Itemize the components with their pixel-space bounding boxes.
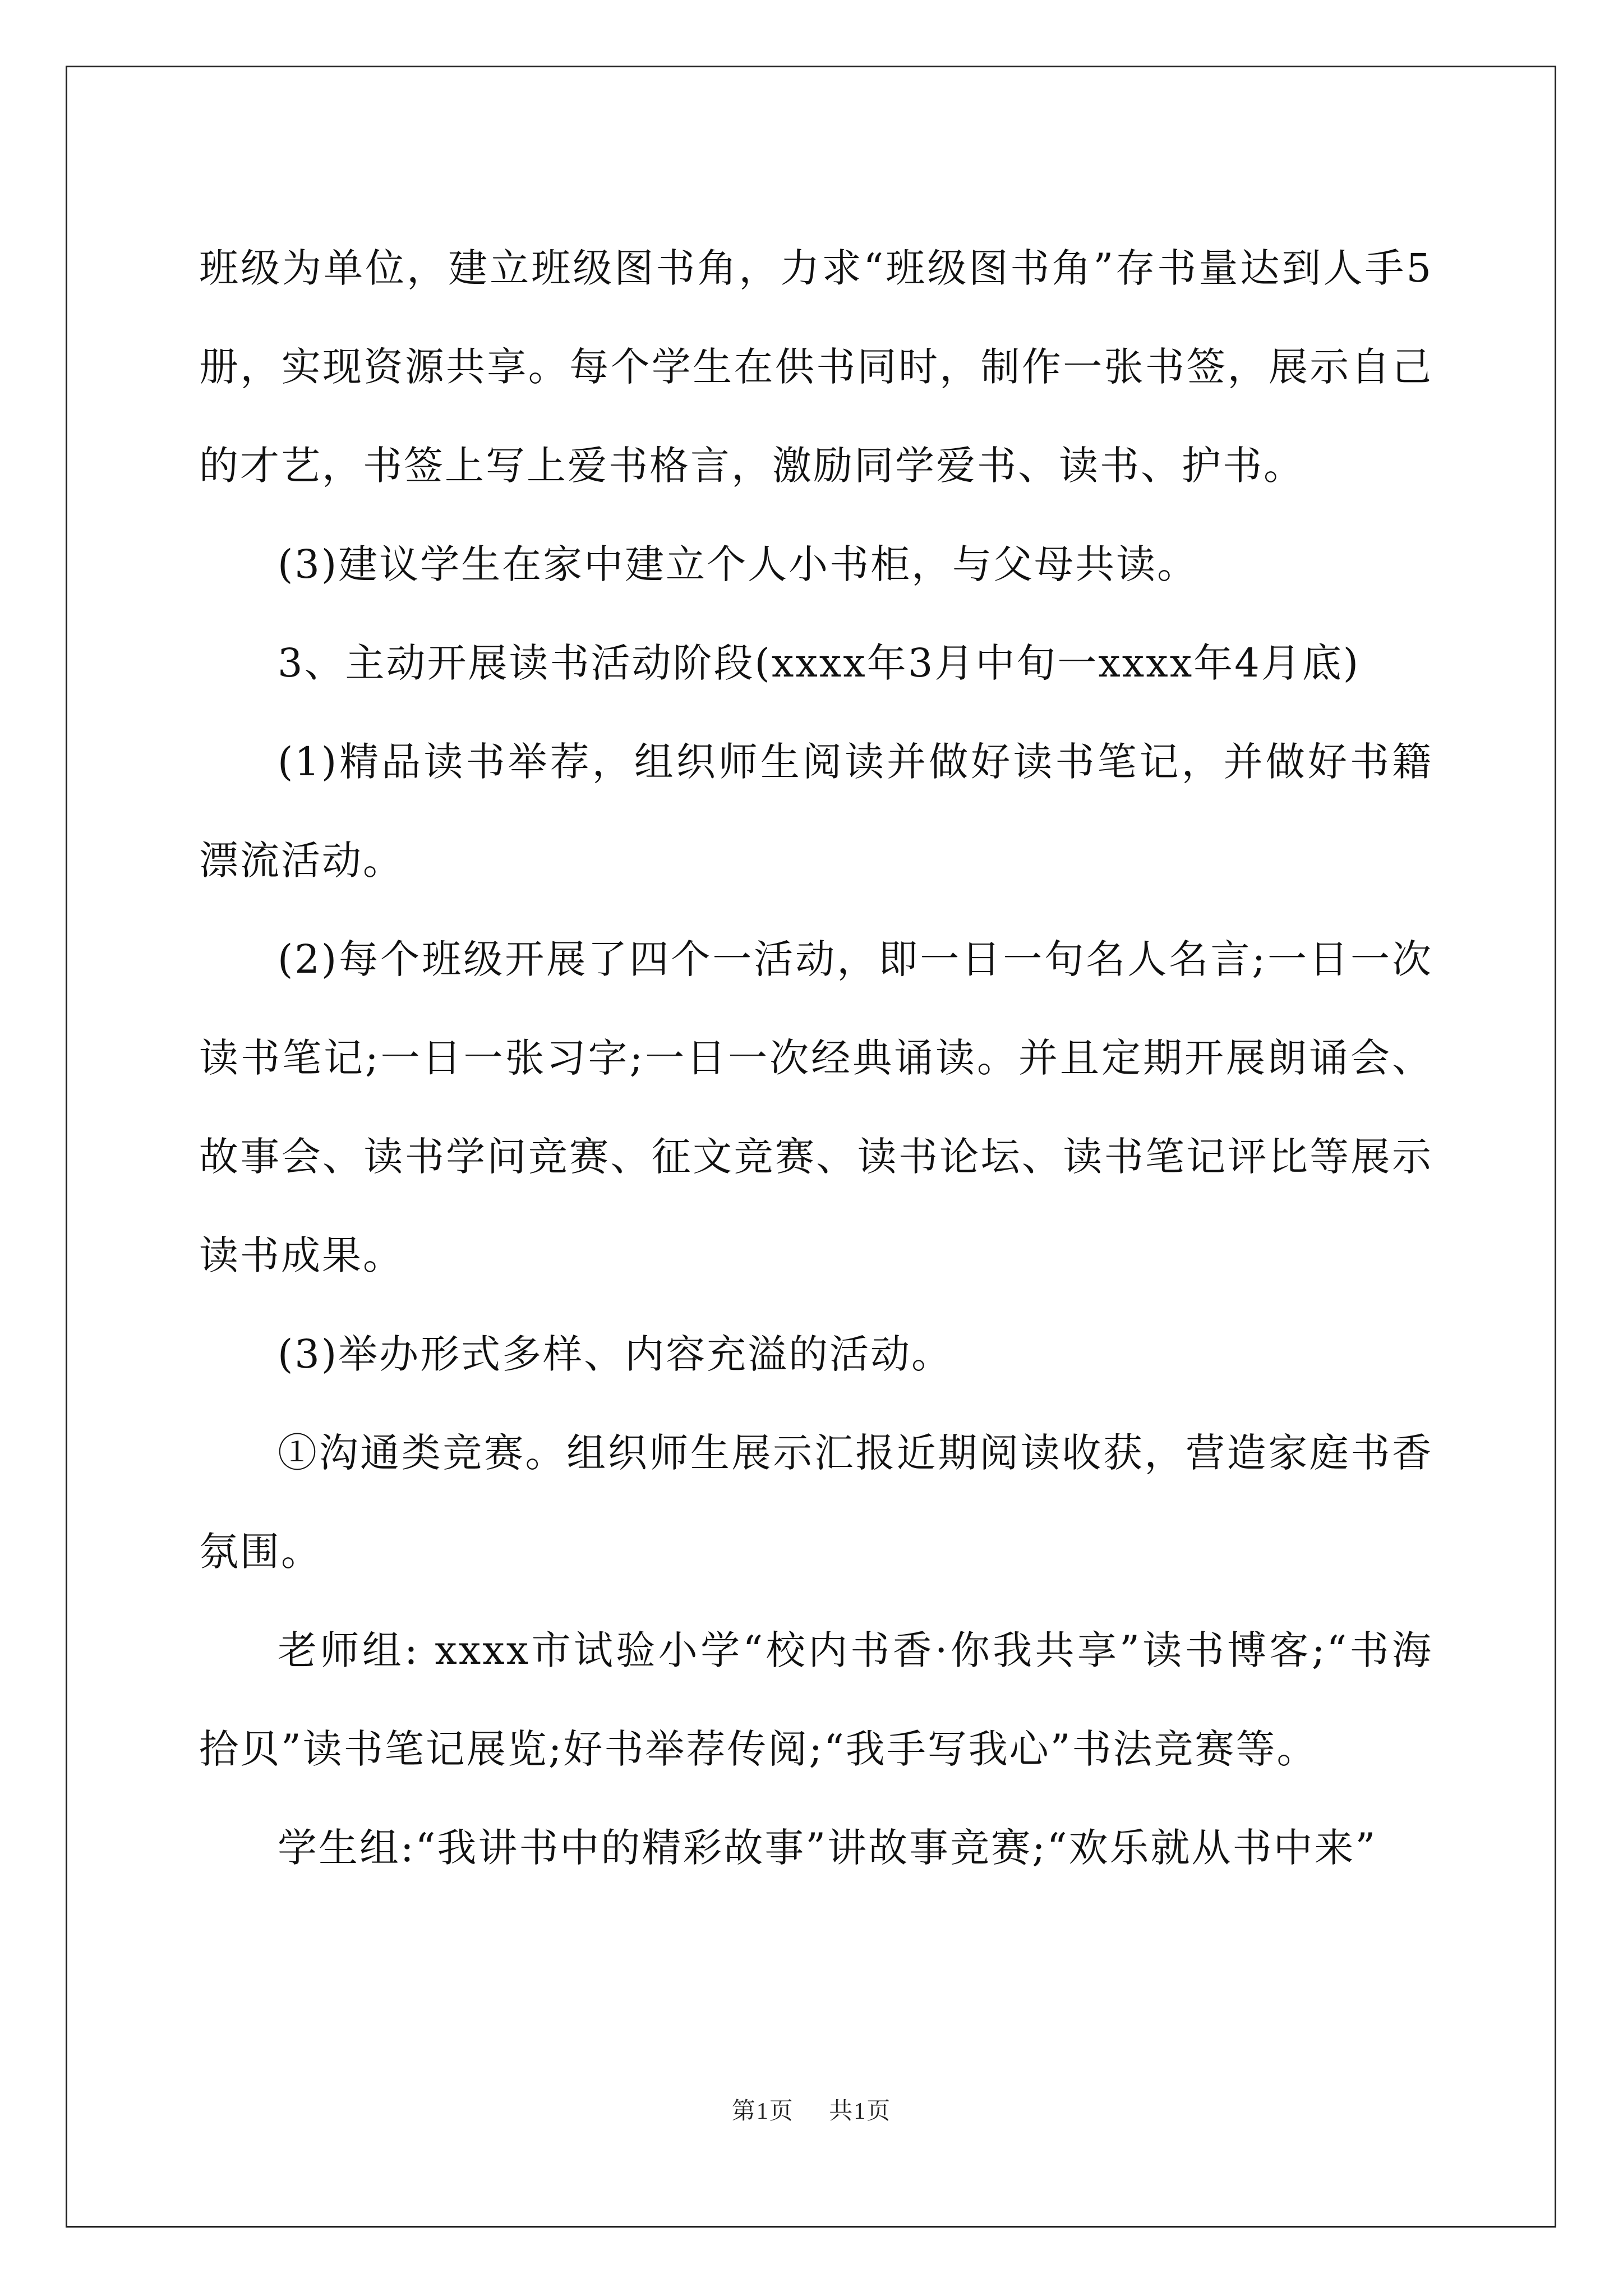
- paragraph-1: (3)建议学生在家中建立个人小书柜，与父母共读。: [278, 541, 1198, 587]
- paragraph-5: (3)举办形式多样、内容充溢的活动。: [278, 1331, 953, 1377]
- paragraph-8: 学生组:“我讲书中的精彩故事”讲故事竞赛;“欢乐就从书中来”: [278, 1825, 1377, 1871]
- paragraph-0: 班级为单位，建立班级图书角，力求“班级图书角”存书量达到人手5册，实现资源共享。每个学生在供书同时，制作一张书签，展示自己的才艺，书签上写上爱书格言，激励同学爱书、读书、护书。: [199, 245, 1433, 489]
- document-body: [199, 219, 1433, 1897]
- page-number: 第1页: [731, 2099, 794, 2124]
- paragraph-3: (1)精品读书举荐，组织师生阅读并做好读书笔记，并做好书籍漂流活动。: [199, 739, 1433, 884]
- paragraph-6: ①沟通类竞赛。组织师生展示汇报近期阅读收获，营造家庭书香氛围。: [199, 1430, 1433, 1575]
- page-total: 共1页: [829, 2099, 892, 2124]
- paragraph-7: 老师组: xxxx市试验小学“校内书香·你我共享”读书博客;“书海拾贝”读书笔记展览;好书举荐传阅;“我手写我心”书法竞赛等。: [199, 1627, 1433, 1772]
- page-footer: [0, 2092, 1623, 2126]
- paragraph-2: 3、主动开展读书活动阶段(xxxx年3月中旬一xxxx年4月底): [278, 640, 1361, 686]
- paragraph-4: (2)每个班级开展了四个一活动，即一日一句名人名言;一日一次读书笔记;一日一张习字;一日一次经典诵读。并且定期开展朗诵会、故事会、读书学问竞赛、征文竞赛、读书论坛、读书笔记评比等展示读书成果。: [199, 936, 1433, 1278]
